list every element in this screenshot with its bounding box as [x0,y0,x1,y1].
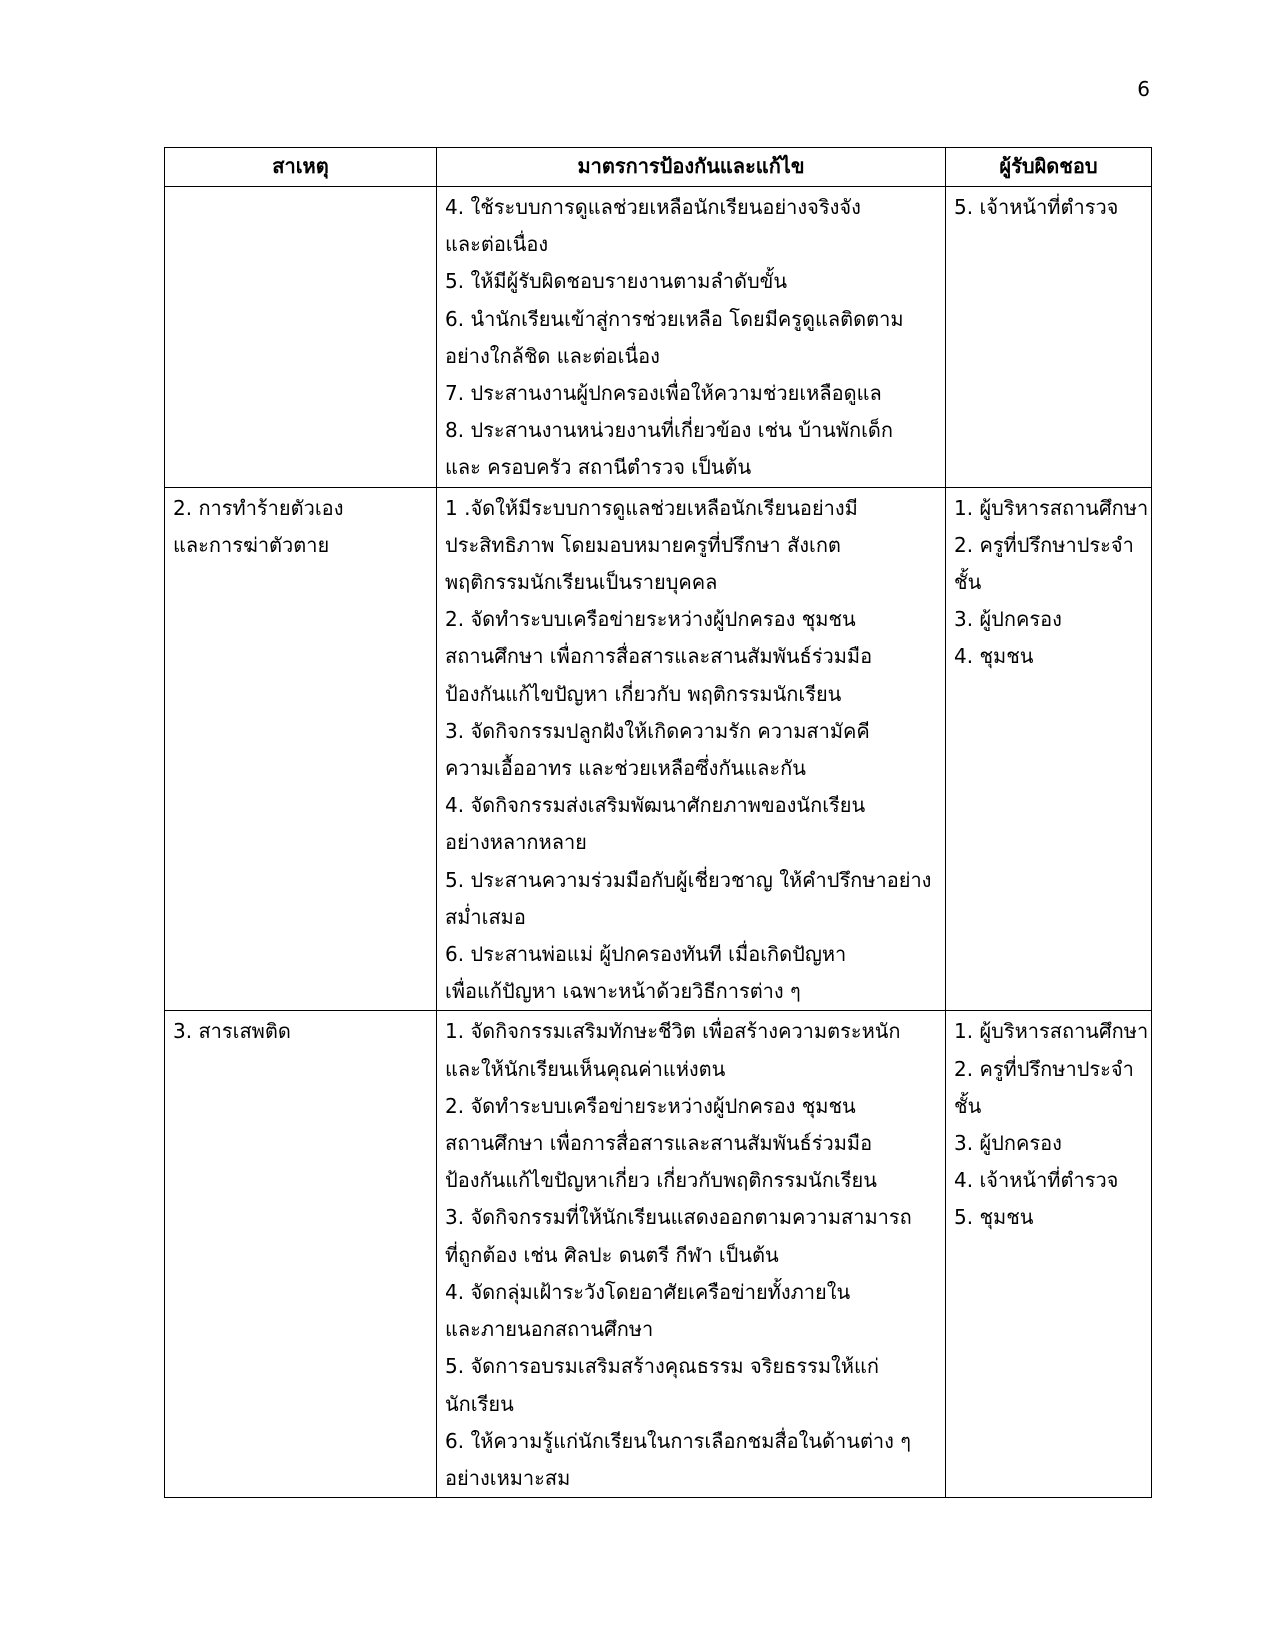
measures-line: 3. จัดกิจกรรมปลูกฝังให้เกิดความรัก ความสามัคคี [445,718,870,743]
measures-table [164,147,1152,1498]
header-responsible: ผู้รับผิดชอบ [946,148,1152,187]
measures-line: สม่ำเสมอ [445,904,526,929]
measures-line: ความเอื้ออาทร และช่วยเหลือซึ่งกันและกัน [445,756,806,781]
responsible-cell [946,187,1152,488]
measures-cell [437,1011,946,1498]
responsible-line: 3. ผู้ปกครอง [954,1131,1062,1156]
cause-line: และการฆ่าตัวตาย [173,532,330,557]
measures-line: พฤติกรรมนักเรียนเป็นรายบุคคล [445,570,718,595]
measures-line: และให้นักเรียนเห็นคุณค่าแห่งตน [445,1056,726,1081]
responsible-cell [946,1011,1152,1498]
measures-line: อย่างหลากหลาย [445,830,587,855]
measures-line: 4. จัดกลุ่มเฝ้าระวังโดยอาศัยเครือข่ายทั้งภายใน [445,1279,851,1304]
measures-line: อย่างเหมาะสม [445,1465,571,1490]
measures-cell [437,487,946,1011]
responsible-line: 4. ชุมชน [954,644,1034,669]
measures-cell [437,187,946,488]
responsible-line: 4. เจ้าหน้าที่ตำรวจ [954,1168,1119,1193]
measures-line: 2. จัดทำระบบเครือข่ายระหว่างผู้ปกครอง ชุมชน [445,1093,856,1118]
cause-cell [165,1011,437,1498]
measures-line: สถานศึกษา เพื่อการสื่อสารและสานสัมพันธ์ร่วมมือ [445,644,873,669]
measures-line: และภายนอกสถานศึกษา [445,1317,654,1342]
responsible-line: ชั้น [954,570,982,595]
measures-line: ป้องกันแก้ไขปัญหาเกี่ยว เกี่ยวกับพฤติกรรมนักเรียน [445,1168,877,1193]
table-header-row [165,148,1152,187]
measures-line: เพื่อแก้ปัญหา เฉพาะหน้าด้วยวิธีการต่าง ๆ [445,979,801,1004]
measures-line: 5. จัดการอบรมเสริมสร้างคุณธรรม จริยธรรมให้แก่ [445,1354,879,1379]
measures-line: 3. จัดกิจกรรมที่ให้นักเรียนแสดงออกตามความสามารถ [445,1205,912,1230]
responsible-line: 2. ครูที่ปรึกษาประจำ [954,532,1134,557]
measures-line: ที่ถูกต้อง เช่น ศิลปะ ดนตรี กีฬา เป็นต้น [445,1242,779,1267]
measures-line: 4. ใช้ระบบการดูแลช่วยเหลือนักเรียนอย่างจริงจัง [445,195,861,219]
table-row [165,187,1152,488]
responsible-line: 5. ชุมชน [954,1205,1034,1230]
table-row [165,487,1152,1011]
responsible-line: 5. เจ้าหน้าที่ตำรวจ [954,195,1119,219]
header-cause: สาเหตุ [165,148,437,187]
measures-line: 7. ประสานงานผู้ปกครองเพื่อให้ความช่วยเหลือดูแล [445,381,882,406]
responsible-line: ชั้น [954,1093,982,1118]
responsible-line: 1. ผู้บริหารสถานศึกษา [954,1019,1149,1044]
page-number: 6 [1137,77,1150,101]
measures-line: 1. จัดกิจกรรมเสริมทักษะชีวิต เพื่อสร้างความตระหนัก [445,1019,901,1044]
measures-line: 6. นำนักเรียนเข้าสู่การช่วยเหลือ โดยมีครูดูแลติดตาม [445,306,904,331]
measures-line: 8. ประสานงานหน่วยงานที่เกี่ยวข้อง เช่น บ้านพักเด็ก [445,418,894,443]
measures-line: ประสิทธิภาพ โดยมอบหมายครูที่ปรึกษา สังเกต [445,532,841,557]
responsible-line: 1. ผู้บริหารสถานศึกษา [954,495,1149,520]
cause-line: 3. สารเสพติด [173,1019,291,1044]
measures-line: 6. ให้ความรู้แก่นักเรียนในการเลือกชมสื่อในด้านต่าง ๆ [445,1428,912,1453]
table-row [165,1011,1152,1498]
measures-line: นักเรียน [445,1391,514,1416]
measures-line: 5. ให้มีผู้รับผิดชอบรายงานตามลำดับขั้น [445,269,787,294]
responsible-cell [946,487,1152,1011]
measures-line: 4. จัดกิจกรรมส่งเสริมพัฒนาศักยภาพของนักเรียน [445,793,866,818]
measures-line: 5. ประสานความร่วมมือกับผู้เชี่ยวชาญ ให้คำปรึกษาอย่าง [445,867,932,892]
responsible-line: 3. ผู้ปกครอง [954,607,1062,632]
table-body [165,187,1152,1498]
measures-line: 1 .จัดให้มีระบบการดูแลช่วยเหลือนักเรียนอย่างมี [445,495,858,520]
measures-line: 2. จัดทำระบบเครือข่ายระหว่างผู้ปกครอง ชุมชน [445,607,856,632]
responsible-line: 2. ครูที่ปรึกษาประจำ [954,1056,1134,1081]
measures-line: และ ครอบครัว สถานีตำรวจ เป็นต้น [445,455,752,480]
cause-line: 2. การทำร้ายตัวเอง [173,495,344,520]
measures-line: 6. ประสานพ่อแม่ ผู้ปกครองทันที เมื่อเกิดปัญหา [445,942,847,967]
measures-line: สถานศึกษา เพื่อการสื่อสารและสานสัมพันธ์ร่วมมือ [445,1131,873,1156]
header-measures: มาตรการป้องกันและแก้ไข [437,148,946,187]
measures-line: อย่างใกล้ชิด และต่อเนื่อง [445,343,660,368]
measures-line: และต่อเนื่อง [445,232,549,257]
cause-cell [165,187,437,488]
measures-line: ป้องกันแก้ไขปัญหา เกี่ยวกับ พฤติกรรมนักเรียน [445,681,842,706]
cause-cell [165,487,437,1011]
